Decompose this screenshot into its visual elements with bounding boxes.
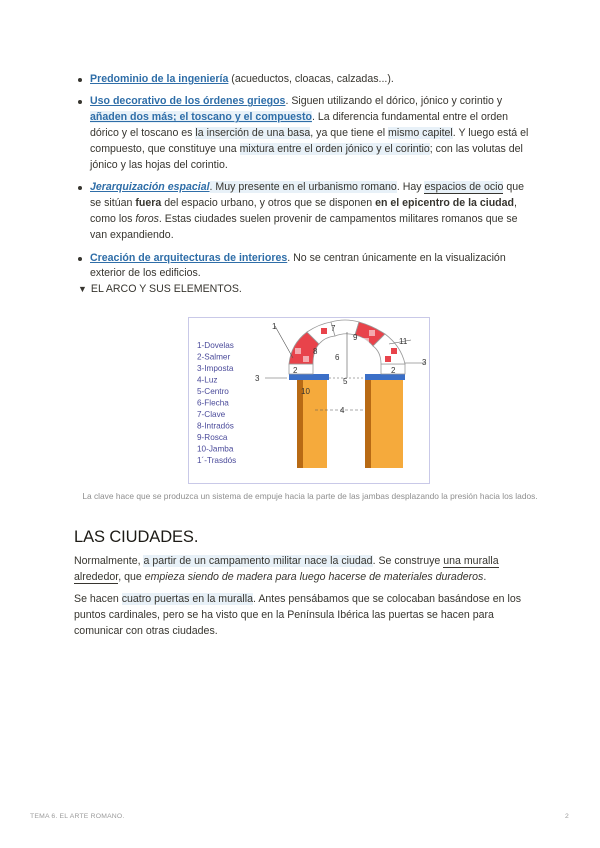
right-jamb-shadow <box>365 378 371 468</box>
link-arquitecturas-interiores[interactable]: Creación de arquitecturas de interiores <box>90 251 288 264</box>
toggle-arco[interactable] <box>78 283 242 295</box>
bold-text: fuera <box>135 197 162 210</box>
text: del espacio urbano, y otros que se disponen <box>161 197 376 210</box>
legend-item: 6-Flecha <box>197 398 229 408</box>
checker-cell <box>385 356 391 362</box>
link-ordenes-griegos[interactable]: Uso decorativo de los órdenes griegos <box>90 95 286 108</box>
label-11: 11 <box>399 337 408 346</box>
label-4: 4 <box>340 406 345 415</box>
text: . Estas ciudades suelen provenir de campamentos militares romanos que se van expandiendo. <box>90 213 518 242</box>
arch-diagram <box>188 317 430 484</box>
text: , ya que tiene el <box>310 127 389 140</box>
paragraph <box>74 591 534 639</box>
link-ingenieria[interactable]: Predominio de la ingeniería <box>90 73 229 85</box>
highlight: a partir de un campamento militar nace la ciudad <box>143 555 373 567</box>
paragraph <box>74 553 534 585</box>
underlined-text: una muralla alrededor <box>74 555 499 583</box>
checker-cell <box>369 330 375 336</box>
text: , como los <box>90 197 517 226</box>
italic-text: empieza siendo de madera para luego hacerse de materiales duraderos <box>144 571 484 583</box>
text: Normalmente, <box>74 555 144 567</box>
legend-item: 1´-Trasdós <box>197 456 237 465</box>
text: Se hacen <box>74 593 122 605</box>
label-2: 2 <box>391 366 396 375</box>
checker-cell <box>391 348 397 354</box>
legend-item: 4-Luz <box>197 375 218 385</box>
text: que se sitúan <box>90 181 525 210</box>
label-2: 2 <box>293 366 298 375</box>
link-jerarquizacion[interactable]: Jerarquización espacial <box>90 181 210 194</box>
right-jamb <box>369 380 403 468</box>
label-1: 1 <box>272 322 277 331</box>
label-9: 9 <box>353 333 358 342</box>
list-item <box>74 94 534 174</box>
right-impost <box>365 374 405 380</box>
highlight: cuatro puertas en la muralla <box>121 593 254 605</box>
text: . No se centran únicamente en la visualización exterior de los edificios. <box>90 251 506 280</box>
text: . Siguen utilizando el dórico, jónico y corintio y <box>285 95 503 108</box>
legend-item: 10-Jamba <box>197 444 234 454</box>
checker-cell <box>363 338 369 344</box>
highlight: mixtura entre el orden jónico y el corintio <box>239 143 430 156</box>
checker-cell <box>303 356 309 362</box>
italic-text: foros <box>135 213 159 226</box>
label-5: 5 <box>343 377 348 386</box>
figure-caption: La clave hace que se produzca un sistema de empuje hacia la parte de las jambas desplazando la presión hacia los lados. <box>82 491 538 501</box>
text: (acueductos, cloacas, calzadas...). <box>228 73 394 85</box>
list-item <box>74 72 534 88</box>
label-3: 3 <box>255 374 260 383</box>
label-3: 3 <box>422 358 427 367</box>
highlight: la inserción de una basa <box>195 127 311 140</box>
footer-title: TEMA 6. EL ARTE ROMANO. <box>30 813 125 820</box>
legend-item: 2-Salmer <box>197 352 231 362</box>
feature-list <box>74 72 534 289</box>
leader-1 <box>275 326 293 358</box>
text: . Antes pensábamos que se colocaban basándose en los puntos cardinales, pero se ha visto que en la Península Ibérica las puertas se hacen para comunicar con otras ciudades. <box>74 593 522 637</box>
legend-item: 9-Rosca <box>197 433 228 442</box>
legend-item: 8-Intradós <box>197 421 234 431</box>
text: . Y luego está el compuesto, que constituye una <box>90 127 529 156</box>
text: . La diferencia fundamental entre el orden dórico y el toscano es <box>90 111 509 140</box>
link-toscano-compuesto[interactable]: añaden dos más; el toscano y el compuesto <box>90 111 312 124</box>
checker-cell <box>321 328 327 334</box>
text: ; con las volutas del jónico y las hojas del corintio. <box>90 143 523 172</box>
legend-item: 3-Imposta <box>197 364 234 373</box>
list-item <box>74 251 534 283</box>
bold-text: en el epicentro de la ciudad <box>375 197 514 210</box>
checker-cell <box>295 348 301 354</box>
section-title: LAS CIUDADES. <box>74 528 199 546</box>
underlined-text: espacios de ocio <box>424 181 504 194</box>
label-8: 8 <box>313 347 318 356</box>
page-number: 2 <box>565 813 569 820</box>
legend-item: 1-Dovelas <box>197 341 234 350</box>
legend <box>197 341 236 465</box>
label-6: 6 <box>335 353 340 362</box>
text: . Se construye <box>372 555 444 567</box>
text: , que <box>118 571 145 583</box>
toggle-label: EL ARCO Y SUS ELEMENTOS. <box>90 283 242 295</box>
label-10: 10 <box>301 387 310 396</box>
highlight: . Muy presente en el urbanismo romano <box>209 181 397 194</box>
text: . Hay <box>396 181 425 194</box>
highlight: mismo capitel <box>388 127 453 140</box>
text: . <box>483 571 487 583</box>
triangle-down-icon[interactable]: ▼ <box>78 284 87 294</box>
list-item <box>74 180 534 244</box>
legend-item: 5-Centro <box>197 387 229 396</box>
label-7: 7 <box>331 324 336 333</box>
legend-item: 7-Clave <box>197 410 226 419</box>
